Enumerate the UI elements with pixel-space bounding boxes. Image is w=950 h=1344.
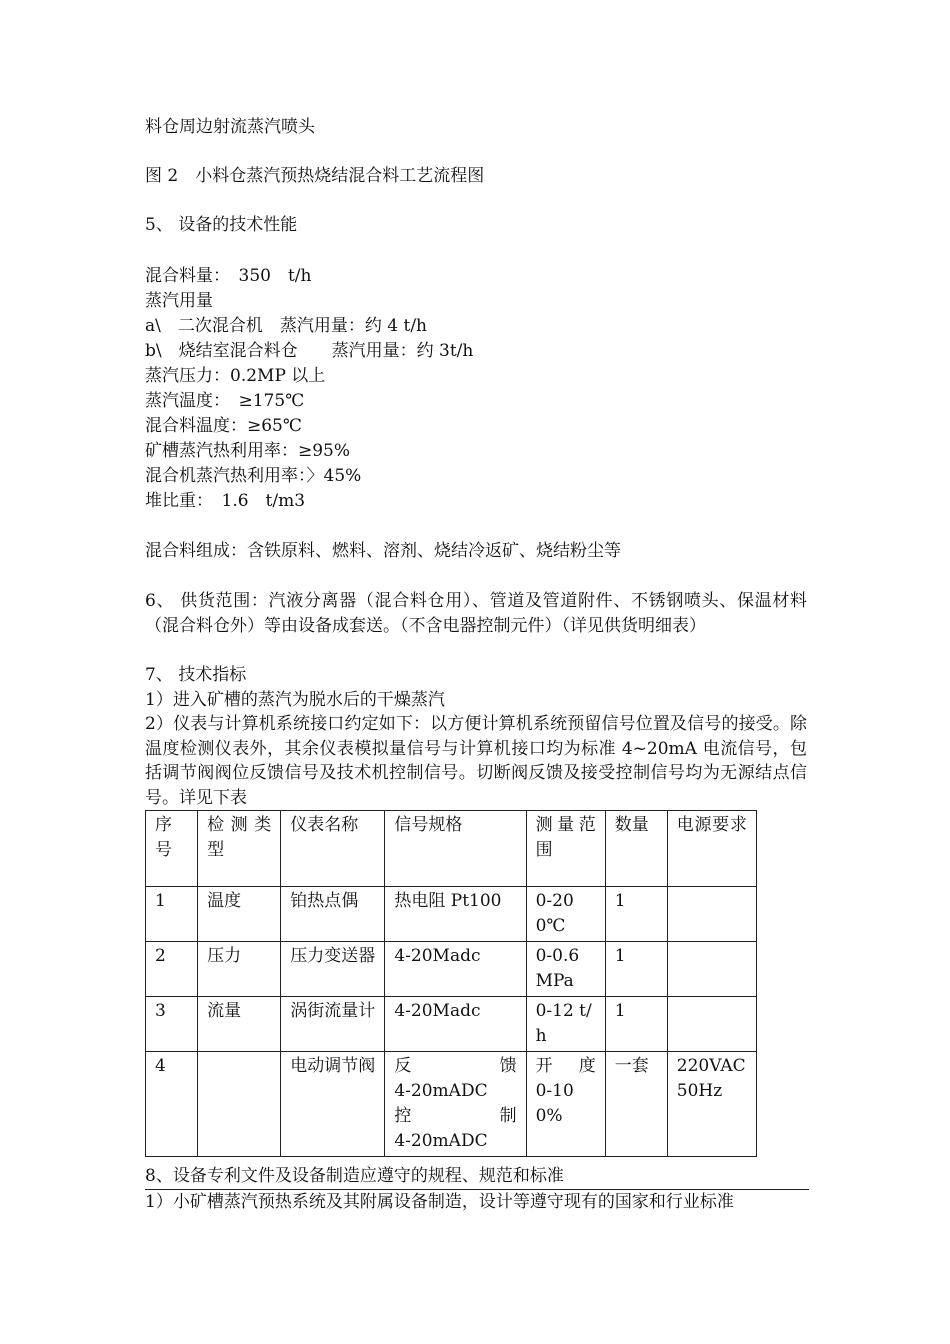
cell-signal: 4-20Madc bbox=[385, 997, 526, 1052]
power-frequency: 50Hz bbox=[676, 1081, 723, 1101]
cell-power bbox=[667, 942, 756, 997]
cell-instrument: 压力变送器 bbox=[281, 942, 385, 997]
cell-power bbox=[667, 1052, 756, 1157]
perf-steam-temp: 蒸汽温度： ≥175℃ bbox=[145, 391, 305, 411]
cell-range: 0-12 t/h bbox=[526, 997, 605, 1052]
cell-power bbox=[667, 887, 756, 942]
table-row bbox=[146, 1052, 757, 1157]
cell-instrument: 电动调节阀 bbox=[281, 1052, 385, 1157]
cell-instrument: 铂热点偶 bbox=[281, 887, 385, 942]
perf-mix-amount: 混合料量： 350 t/h bbox=[145, 266, 312, 286]
section-7-title: 7、 技术指标 bbox=[145, 665, 247, 685]
table-row bbox=[146, 997, 757, 1052]
table-row bbox=[146, 887, 757, 942]
header-instrument: 仪表名称 bbox=[281, 811, 385, 887]
header-type: 检测类型 bbox=[198, 811, 281, 887]
signal-control-value: 4-20mADC bbox=[394, 1131, 488, 1151]
header-range: 测量范围 bbox=[526, 811, 605, 887]
cell-no: 3 bbox=[146, 997, 198, 1052]
table-row bbox=[146, 942, 757, 997]
figure-caption: 图 2 小料仓蒸汽预热烧结混合料工艺流程图 bbox=[145, 166, 485, 186]
section-8-title: 8、设备专利文件及设备制造应遵守的规程、规范和标准 bbox=[145, 1166, 564, 1186]
cell-qty: 一套 bbox=[605, 1052, 667, 1157]
perf-mixer-efficiency: 混合机蒸汽热利用率：〉45% bbox=[145, 466, 362, 486]
perf-steam-pressure: 蒸汽压力：0.2MP 以上 bbox=[145, 366, 326, 386]
header-qty: 数量 bbox=[605, 811, 667, 887]
cell-range bbox=[526, 1052, 605, 1157]
cell-power bbox=[667, 997, 756, 1052]
section-6-supply-scope: 6、 供货范围：汽液分离器（混合料仓用）、管道及管道附件、不锈钢喷头、保温材料（混合料仓外）等由设备成套送。（不含电器控制元件）（详见供货明细表） bbox=[145, 591, 807, 636]
range-label: 开度 bbox=[535, 1056, 596, 1076]
cell-type: 流量 bbox=[198, 997, 281, 1052]
instrument-table bbox=[145, 810, 757, 1157]
perf-tank-efficiency: 矿槽蒸汽热利用率：≥95% bbox=[145, 441, 351, 461]
perf-steam-usage: 蒸汽用量 bbox=[145, 291, 213, 311]
spray-nozzle-caption: 料仓周边射流蒸汽喷头 bbox=[145, 117, 315, 137]
mix-composition: 混合料组成：含铁原料、燃料、溶剂、烧结冷返矿、烧结粉尘等 bbox=[145, 541, 621, 561]
cell-no: 2 bbox=[146, 942, 198, 997]
header-power: 电源要求 bbox=[667, 811, 756, 887]
cell-signal: 4-20Madc bbox=[385, 942, 526, 997]
table-header-row bbox=[146, 811, 757, 887]
cell-range: 0-0.6MPa bbox=[526, 942, 605, 997]
cell-qty: 1 bbox=[605, 997, 667, 1052]
signal-feedback-value: 4-20mADC bbox=[394, 1081, 488, 1101]
section-5-title: 5、 设备的技术性能 bbox=[145, 215, 298, 235]
cell-signal bbox=[385, 1052, 526, 1157]
perf-item-b: b\ 烧结室混合料仓 蒸汽用量：约 3t/h bbox=[145, 341, 474, 361]
section-8-item-1: 1）小矿槽蒸汽预热系统及其附属设备制造，设计等遵守现有的国家和行业标准 bbox=[145, 1192, 734, 1212]
power-voltage: 220VAC bbox=[676, 1056, 746, 1076]
signal-feedback-label: 反馈 bbox=[394, 1056, 517, 1076]
cell-signal: 热电阻 Pt100 bbox=[385, 887, 526, 942]
section-7-item-1: 1）进入矿槽的蒸汽为脱水后的干燥蒸汽 bbox=[145, 690, 445, 710]
cell-type: 压力 bbox=[198, 942, 281, 997]
cell-qty: 1 bbox=[605, 887, 667, 942]
cell-type: 温度 bbox=[198, 887, 281, 942]
perf-mix-temp: 混合料温度：≥65℃ bbox=[145, 416, 302, 436]
cell-no: 4 bbox=[146, 1052, 198, 1157]
cell-type bbox=[198, 1052, 281, 1157]
signal-control-label: 控制 bbox=[394, 1106, 517, 1126]
cell-no: 1 bbox=[146, 887, 198, 942]
cell-range: 0-200℃ bbox=[526, 887, 605, 942]
cell-instrument: 涡街流量计 bbox=[281, 997, 385, 1052]
range-value: 0-100% bbox=[535, 1081, 574, 1126]
header-no: 序号 bbox=[146, 811, 198, 887]
cell-qty: 1 bbox=[605, 942, 667, 997]
perf-bulk-density: 堆比重： 1.6 t/m3 bbox=[145, 491, 306, 511]
perf-item-a: a\ 二次混合机 蒸汽用量：约 4 t/h bbox=[145, 316, 427, 336]
header-signal: 信号规格 bbox=[385, 811, 526, 887]
section-7-item-2: 2）仪表与计算机系统接口约定如下：以方便计算机系统预留信号位置及信号的接受。除温度检测仪表外，其余仪表模拟量信号与计算机接口均为标准 4~20mA 电流信号，包括调节阀阀位反馈信号及技术机控制信号。切断阀反馈及接受控制信号均为无源结点信号。详见下表 bbox=[145, 714, 807, 808]
